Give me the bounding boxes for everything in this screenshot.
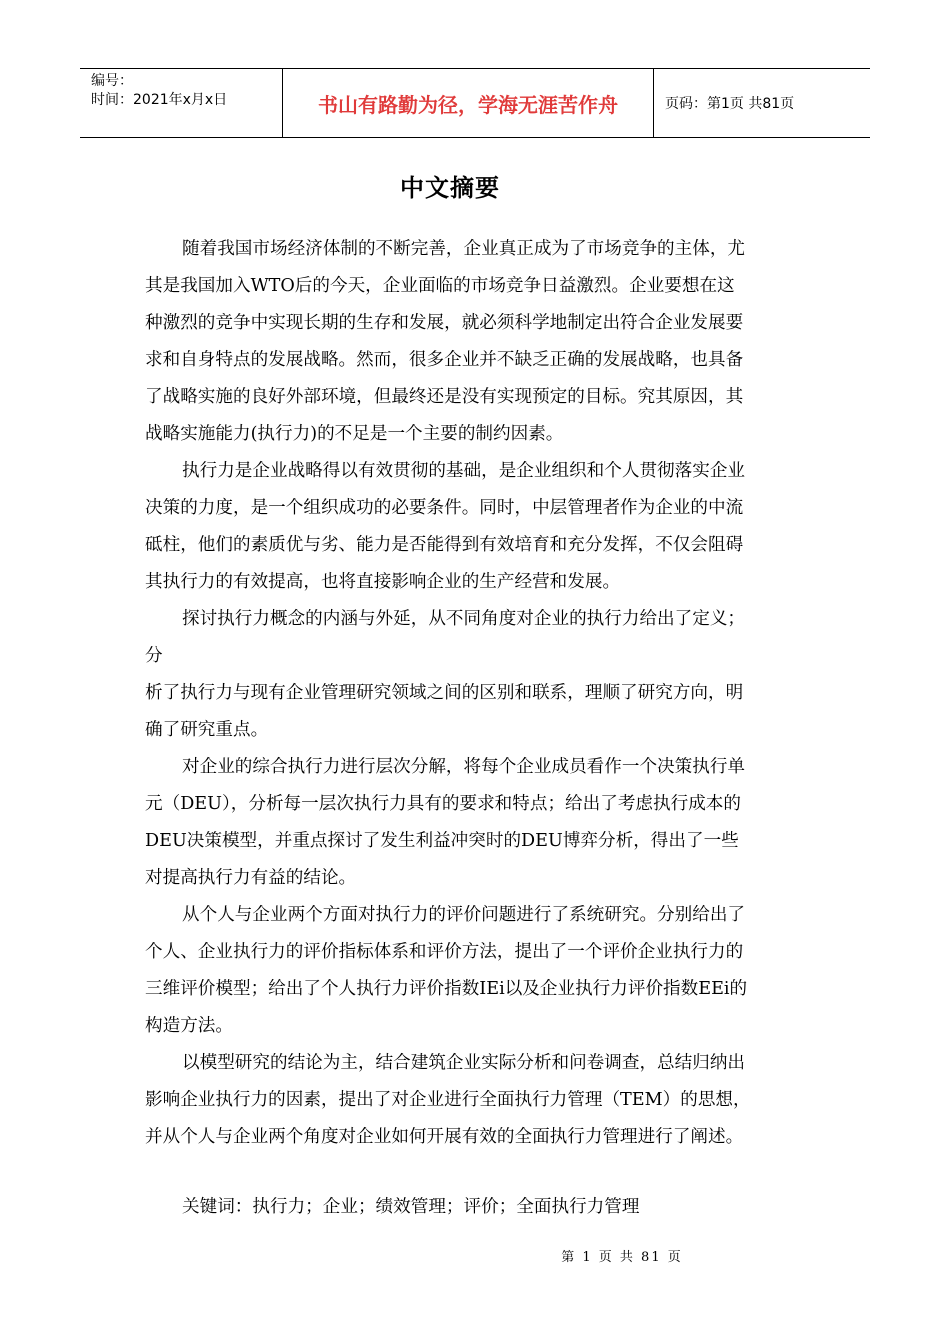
text-line: 构造方法。 — [145, 1016, 233, 1036]
page-title: 中文摘要 — [400, 174, 500, 202]
text-line: 影响企业执行力的因素，提出了对企业进行全面执行力管理（TEM）的思想， — [145, 1090, 751, 1110]
text-line: 其是我国加入WTO后的今天，企业面临的市场竞争日益激烈。企业要想在这 — [145, 276, 735, 296]
text-line: 决策的力度，是一个组织成功的必要条件。同时，中层管理者作为企业的中流 — [145, 498, 744, 518]
text-line: 执行力是企业战略得以有效贯彻的基础，是企业组织和个人贯彻落实企业 — [182, 461, 746, 481]
text-line: 个人、企业执行力的评价指标体系和评价方法，提出了一个评价企业执行力的 — [145, 942, 744, 962]
text-line: 从个人与企业两个方面对执行力的评价问题进行了系统研究。分别给出了 — [182, 905, 746, 925]
header-page-info: 页码：第1页 共81页 — [665, 96, 795, 112]
abstract-body — [145, 231, 807, 1156]
text-line: 对企业的综合执行力进行层次分解，将每个企业成员看作一个决策执行单 — [182, 757, 746, 777]
text-line: 求和自身特点的发展战略。然而，很多企业并不缺乏正确的发展战略，也具备 — [145, 350, 744, 370]
text-line: 确了研究重点。 — [145, 720, 269, 740]
text-line: 元（DEU），分析每一层次执行力具有的要求和特点；给出了考虑执行成本的 — [145, 794, 741, 814]
text-line: 其执行力的有效提高，也将直接影响企业的生产经营和发展。 — [145, 572, 621, 592]
time-label: 时间：2021年x月x日 — [91, 92, 228, 108]
document-header — [80, 68, 870, 138]
keywords-line: 关键词：执行力；企业；绩效管理；评价；全面执行力管理 — [182, 1197, 640, 1217]
text-line: 析了执行力与现有企业管理研究领域之间的区别和联系，理顺了研究方向，明 — [145, 683, 744, 703]
text-line: 三维评价模型；给出了个人执行力评价指数IEi以及企业执行力评价指数EEi的 — [145, 979, 748, 999]
text-line: 了战略实施的良好外部环境，但最终还是没有实现预定的目标。究其原因，其 — [145, 387, 744, 407]
text-line: 分 — [145, 646, 163, 666]
page-footer: 第 1 页 共 81 页 — [561, 1250, 683, 1265]
text-line: 砥柱，他们的素质优与劣、能力是否能得到有效培育和充分发挥，不仅会阻碍 — [145, 535, 744, 555]
header-motto: 书山有路勤为径，学海无涯苦作舟 — [282, 69, 654, 137]
text-line: 对提高执行力有益的结论。 — [145, 868, 357, 888]
text-line: 并从个人与企业两个角度对企业如何开展有效的全面执行力管理进行了阐述。 — [145, 1127, 744, 1147]
text-line: DEU决策模型，并重点探讨了发生利益冲突时的DEU博弈分析，得出了一些 — [145, 831, 739, 851]
text-line: 随着我国市场经济体制的不断完善，企业真正成为了市场竞争的主体，尤 — [182, 239, 746, 259]
text-line: 以模型研究的结论为主，结合建筑企业实际分析和问卷调查，总结归纳出 — [182, 1053, 746, 1073]
header-meta — [80, 69, 282, 137]
text-line: 探讨执行力概念的内涵与外延，从不同角度对企业的执行力给出了定义； — [182, 609, 746, 629]
number-label: 编号： — [91, 73, 133, 89]
text-line: 战略实施能力(执行力)的不足是一个主要的制约因素。 — [145, 424, 564, 444]
text-line: 种激烈的竞争中实现长期的生存和发展，就必须科学地制定出符合企业发展要 — [145, 313, 744, 333]
